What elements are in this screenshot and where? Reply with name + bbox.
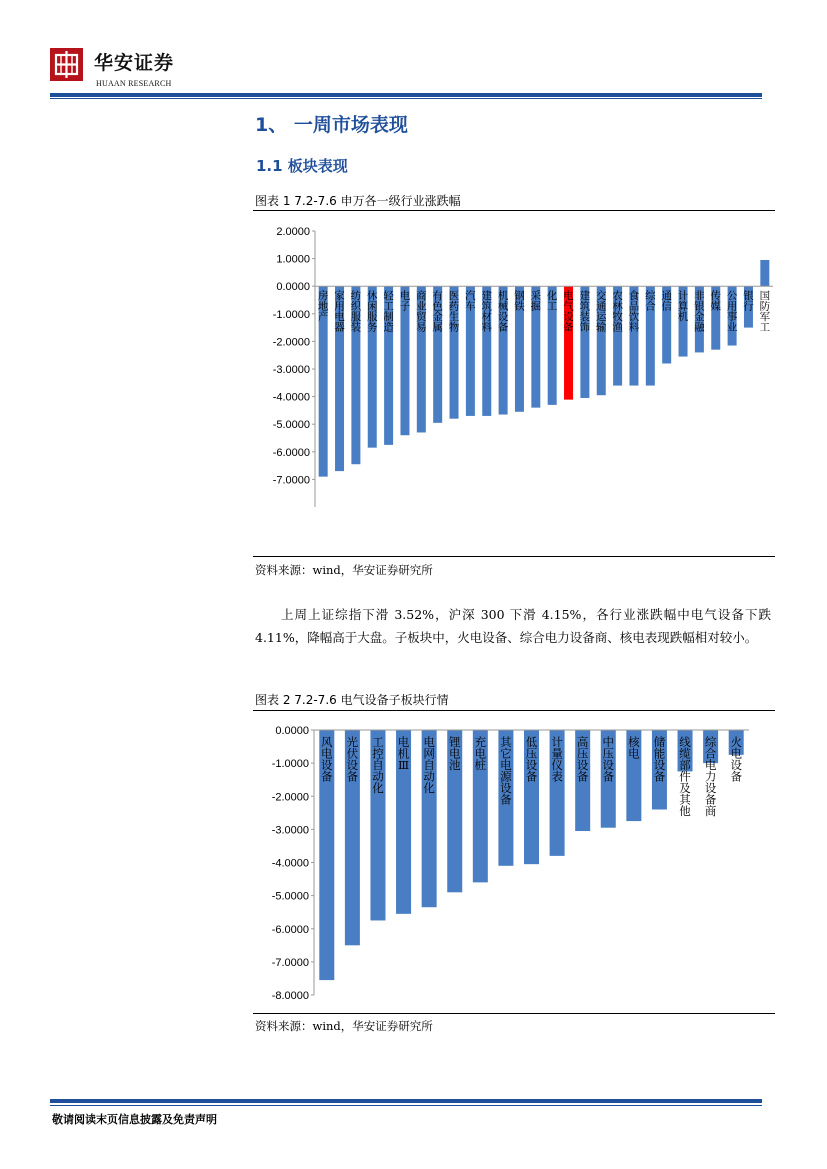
category-label: 锂电池 bbox=[448, 734, 461, 772]
category-label: 采掘 bbox=[530, 290, 542, 313]
header-rule-thin bbox=[50, 98, 762, 99]
category-label: 化工 bbox=[546, 290, 558, 313]
category-label: 通信 bbox=[661, 290, 672, 313]
category-label: 纺织服装 bbox=[350, 290, 362, 334]
category-label: 建筑材料 bbox=[481, 290, 492, 334]
figure2-bottom-rule bbox=[253, 1013, 775, 1014]
y-tick-label: -3.0000 bbox=[271, 824, 309, 837]
y-tick-label: 0.0000 bbox=[276, 281, 310, 294]
y-tick-label: -2.0000 bbox=[271, 791, 309, 804]
category-label: 核电 bbox=[628, 734, 640, 761]
category-label: 医药生物 bbox=[448, 290, 460, 334]
section-heading: 1、 一周市场表现 bbox=[255, 114, 408, 136]
category-label: 线缆部件及其他 bbox=[679, 734, 691, 818]
figure2-source: 资料来源：wind，华安证券研究所 bbox=[255, 1019, 433, 1033]
category-label: 计算机 bbox=[677, 290, 689, 324]
logo-english-name: HUAAN RESEARCH bbox=[96, 79, 172, 88]
category-label: 电网自动化 bbox=[423, 734, 435, 795]
category-label: 休闲服务 bbox=[367, 290, 378, 334]
figure1-top-rule bbox=[253, 210, 775, 211]
y-tick-label: -1.0000 bbox=[271, 758, 309, 771]
footer-rule-thin bbox=[50, 1105, 762, 1106]
header-rule bbox=[50, 93, 762, 97]
category-label: 综合 bbox=[645, 290, 656, 313]
category-label: 低压设备 bbox=[525, 734, 538, 784]
market-summary-paragraph: 上周上证综指下滑 3.52%，沪深 300 下滑 4.15%，各行业涨跌幅中电气设备下跌 4.11%，降幅高于大盘。子板块中，火电设备、综合电力设备商、核电表现跌幅相对较小。 bbox=[255, 607, 771, 645]
subsection-heading: 1.1 板块表现 bbox=[256, 157, 348, 175]
category-label: 公用事业 bbox=[726, 290, 738, 334]
footer-disclaimer: 敬请阅读末页信息披露及免责声明 bbox=[52, 1113, 217, 1126]
category-label: 综合电力设备商 bbox=[704, 734, 717, 818]
y-tick-label: -1.0000 bbox=[272, 308, 310, 321]
y-tick-label: 1.0000 bbox=[276, 253, 310, 266]
category-label: 风电设备 bbox=[321, 734, 333, 784]
footer-rule bbox=[50, 1099, 762, 1103]
category-label: 有色金属 bbox=[432, 290, 443, 334]
category-label: 工控自动化 bbox=[372, 734, 384, 795]
figure2-title: 图表 2 7.2-7.6 电气设备子板块行情 bbox=[255, 693, 449, 707]
category-label: 国防军工 bbox=[759, 290, 771, 334]
category-label: 储能设备 bbox=[653, 734, 666, 784]
category-label: 计量仪表 bbox=[551, 734, 563, 784]
company-logo-mark bbox=[50, 48, 83, 81]
category-label: 光伏设备 bbox=[346, 734, 359, 784]
category-label: 非银金融 bbox=[694, 290, 705, 334]
category-label: 传媒 bbox=[710, 290, 721, 313]
category-label: 充电桩 bbox=[474, 734, 487, 772]
y-tick-label: -5.0000 bbox=[271, 890, 309, 903]
y-tick-label: -7.0000 bbox=[272, 474, 310, 487]
category-label: 银行 bbox=[743, 290, 754, 313]
y-tick-label: -5.0000 bbox=[272, 419, 310, 432]
y-tick-label: -6.0000 bbox=[271, 923, 309, 936]
category-label: 其它电源设备 bbox=[500, 734, 512, 807]
y-tick-label: -7.0000 bbox=[271, 956, 309, 969]
figure1-title: 图表 1 7.2-7.6 申万各一级行业涨跌幅 bbox=[255, 194, 461, 208]
category-label: 火电设备 bbox=[730, 734, 742, 784]
industry-returns-chart bbox=[253, 212, 775, 554]
category-label: 汽车 bbox=[465, 290, 476, 313]
y-tick-label: 0.0000 bbox=[275, 725, 309, 737]
y-tick-label: -4.0000 bbox=[272, 391, 310, 404]
y-tick-label: -4.0000 bbox=[271, 857, 309, 870]
category-label: 高压设备 bbox=[576, 734, 589, 784]
category-label: 房地产 bbox=[317, 290, 329, 324]
figure1-source: 资料来源：wind，华安证券研究所 bbox=[255, 563, 433, 577]
category-label: 机械设备 bbox=[497, 290, 509, 334]
category-label: 交通运输 bbox=[596, 290, 607, 334]
category-label: 钢铁 bbox=[514, 290, 525, 313]
y-tick-label: -8.0000 bbox=[271, 990, 309, 1002]
category-label: 电机 Ⅲ bbox=[397, 734, 410, 772]
figure2-top-rule bbox=[253, 710, 775, 711]
subsector-returns-chart bbox=[253, 712, 775, 1011]
category-label: 食品饮料 bbox=[628, 290, 640, 334]
figure1-bottom-rule bbox=[253, 556, 775, 557]
y-tick-label: -3.0000 bbox=[272, 364, 310, 376]
category-label: 中压设备 bbox=[602, 734, 615, 784]
category-label: 轻工制造 bbox=[383, 290, 394, 334]
category-label: 家用电器 bbox=[334, 290, 345, 334]
y-tick-label: 2.0000 bbox=[276, 226, 310, 238]
category-label: 建筑装饰 bbox=[579, 290, 591, 334]
category-label: 电气设备 bbox=[563, 290, 574, 334]
y-tick-label: -6.0000 bbox=[272, 446, 310, 459]
category-label: 商业贸易 bbox=[416, 290, 427, 334]
category-label: 农林牧渔 bbox=[612, 290, 623, 334]
y-tick-label: -2.0000 bbox=[272, 336, 310, 349]
bar-28 bbox=[760, 260, 769, 286]
category-label: 电子 bbox=[399, 290, 411, 313]
logo-chinese-name: 华安证券 bbox=[94, 52, 175, 74]
